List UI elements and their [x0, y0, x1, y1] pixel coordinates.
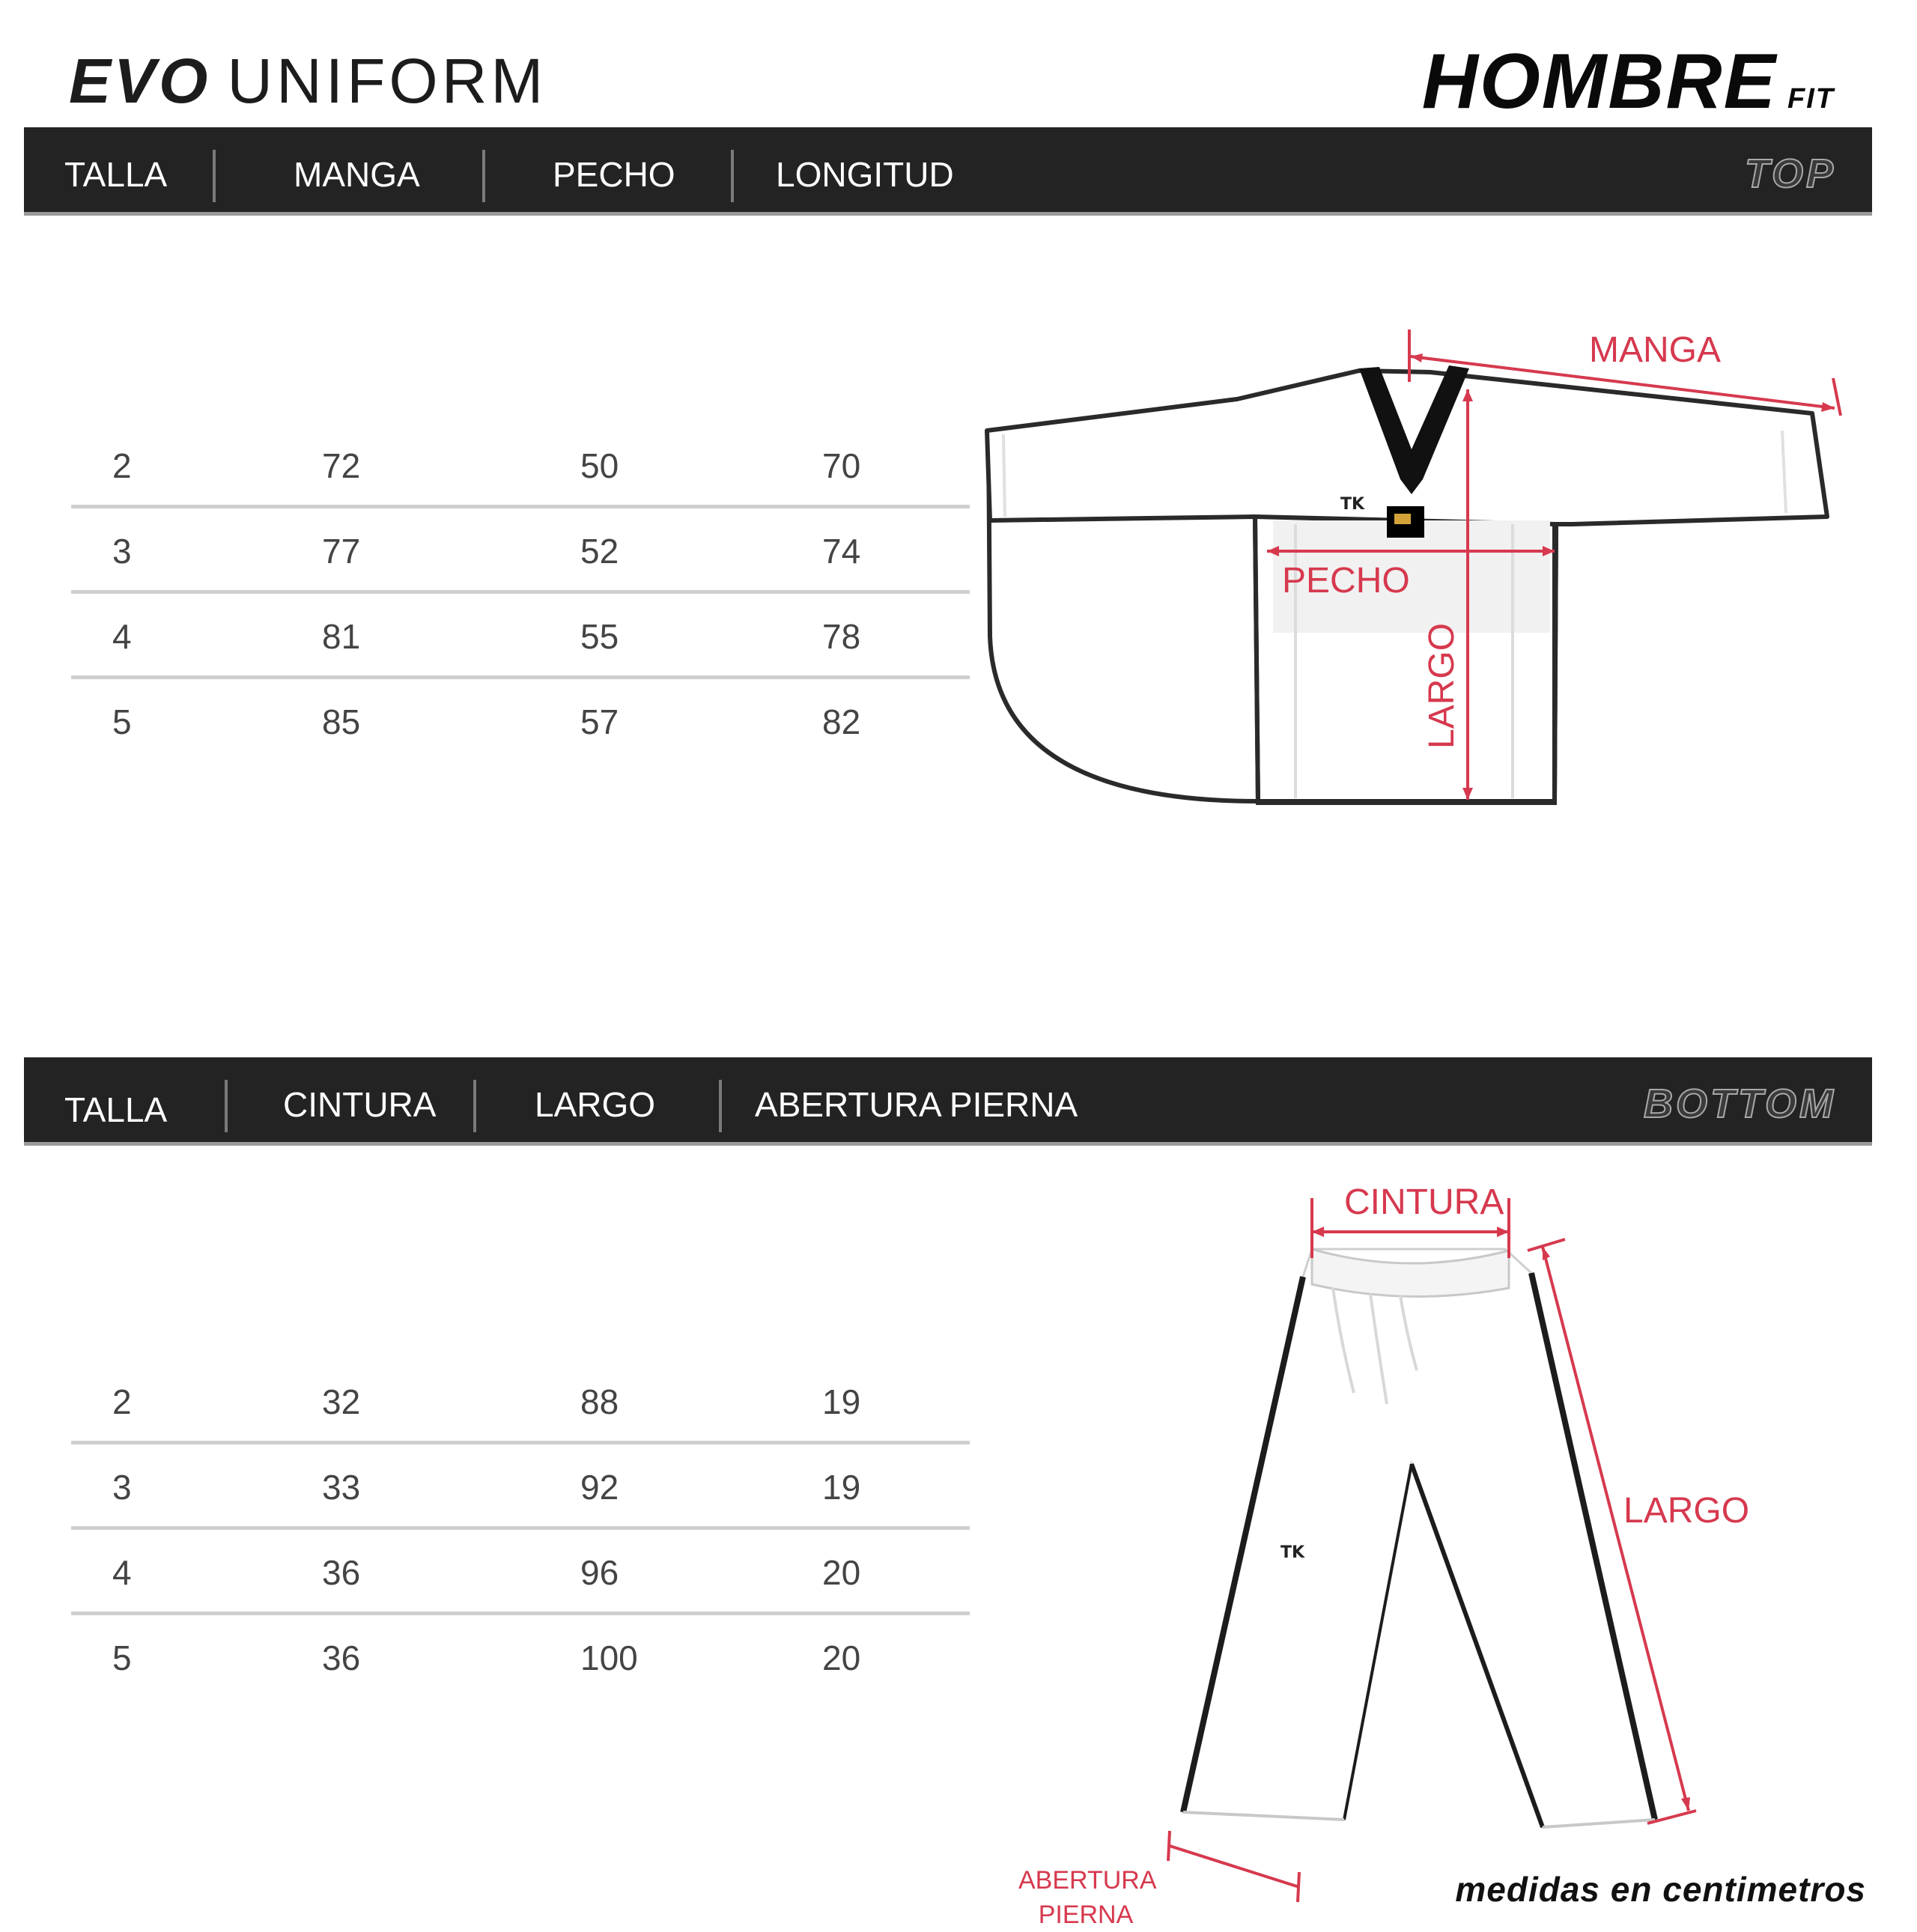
svg-text:TK: TK — [1280, 1543, 1305, 1562]
diagram-label-pants-length: LARGO — [1623, 1491, 1750, 1531]
cell-size: 2 — [112, 1382, 132, 1421]
top-header-size: TALLA — [64, 155, 168, 194]
cell-size: 4 — [112, 617, 132, 656]
cell-chest: 57 — [580, 702, 619, 741]
leg-opening-line2: PIERNA — [1038, 1901, 1134, 1929]
top-header-length: LONGITUD — [776, 155, 954, 194]
cell-sleeve: 72 — [322, 446, 361, 485]
brand-evo: EVO — [69, 46, 211, 116]
bottom-header-waist: CINTURA — [283, 1085, 437, 1124]
top-tag: TOP — [1744, 151, 1836, 196]
top-header-chest: PECHO — [553, 155, 675, 194]
diagram-label-leg-opening — [1018, 1863, 1157, 1932]
cell-sleeve: 77 — [322, 532, 361, 571]
jacket-diagram — [0, 0, 1917, 839]
cell-length: 96 — [580, 1553, 619, 1592]
cell-sleeve: 81 — [322, 617, 361, 656]
cell-length: 100 — [580, 1638, 638, 1677]
bottom-header-size: TALLA — [64, 1090, 168, 1129]
leg-opening-line1: ABERTURA — [1018, 1866, 1157, 1895]
cell-chest: 52 — [580, 532, 619, 571]
cell-leg-opening: 20 — [822, 1553, 861, 1592]
diagram-label-waist: CINTURA — [1344, 1182, 1504, 1222]
cell-size: 2 — [112, 446, 132, 485]
cell-waist: 36 — [322, 1553, 361, 1592]
cell-size: 5 — [112, 702, 132, 741]
cell-leg-opening: 19 — [822, 1382, 861, 1421]
bottom-header-length: LARGO — [535, 1085, 656, 1124]
cell-waist: 32 — [322, 1382, 361, 1421]
diagram-label-chest: PECHO — [1282, 561, 1410, 601]
cell-chest: 55 — [580, 617, 619, 656]
fit-title-suffix: FIT — [1787, 83, 1835, 115]
header-divider — [719, 1080, 722, 1132]
cell-length: 82 — [822, 702, 861, 741]
svg-text:TK: TK — [1340, 495, 1365, 514]
cell-waist: 33 — [322, 1468, 361, 1507]
cell-length: 78 — [822, 617, 861, 656]
cell-leg-opening: 20 — [822, 1638, 861, 1677]
cell-length: 70 — [822, 446, 861, 485]
cell-length: 74 — [822, 532, 861, 571]
cell-length: 88 — [580, 1382, 619, 1421]
cell-sleeve: 85 — [322, 702, 361, 741]
bottom-header-bar — [24, 1057, 1872, 1146]
cell-chest: 50 — [580, 446, 619, 485]
brand-uniform: UNIFORM — [227, 46, 547, 116]
header-divider — [225, 1080, 228, 1132]
cell-size: 3 — [112, 532, 132, 571]
cell-size: 4 — [112, 1553, 132, 1592]
pants-diagram — [0, 1168, 1917, 1917]
cell-leg-opening: 19 — [822, 1468, 861, 1507]
diagram-label-length: LARGO — [1422, 622, 1462, 749]
cell-size: 3 — [112, 1468, 132, 1507]
fit-title-main: HOMBRE — [1421, 38, 1778, 125]
top-header-sleeve: MANGA — [294, 155, 420, 194]
footer-note: medidas en centimetros — [1455, 1870, 1866, 1909]
cell-length: 92 — [580, 1468, 619, 1507]
cell-waist: 36 — [322, 1638, 361, 1677]
diagram-label-sleeve: MANGA — [1589, 330, 1722, 370]
header-divider — [473, 1080, 476, 1132]
cell-size: 5 — [112, 1638, 132, 1677]
bottom-header-leg-opening: ABERTURA PIERNA — [755, 1085, 1078, 1124]
bottom-tag: BOTTOM — [1644, 1081, 1836, 1126]
